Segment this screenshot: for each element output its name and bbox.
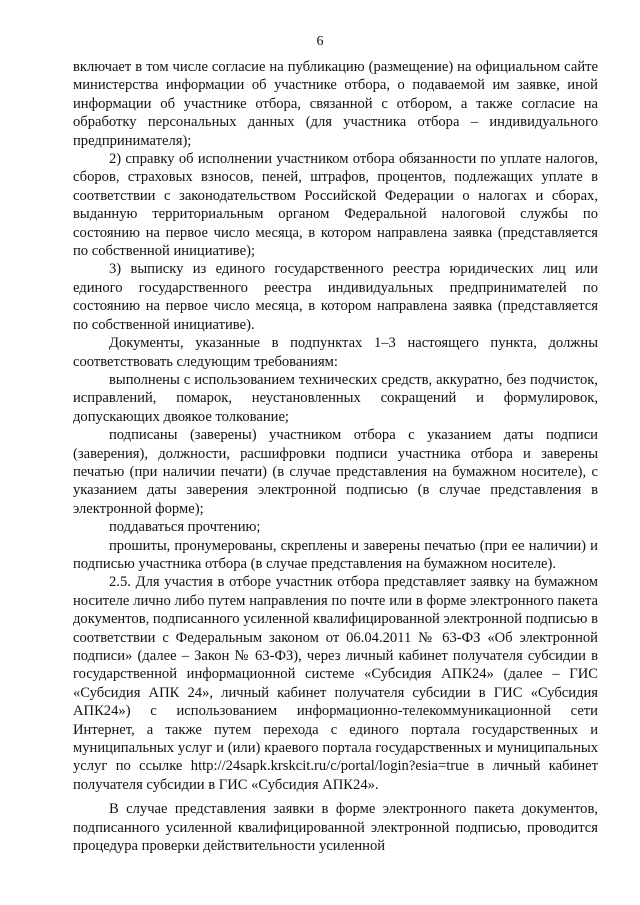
document-body [73, 58, 598, 855]
page-number: 6 [316, 34, 324, 49]
paragraph-consent-continuation: включает в том числе согласие на публикацию (размещение) на официальном сайте министерства информации об участнике отбора, о подаваемой им заявке, иной информации об участнике отбора, связанной с отбором, а также согласие на обработку персональных данных (для участника отбора – индивидуального предпринимателя); [73, 59, 598, 149]
paragraph-requirement-signed: подписаны (заверены) участником отбора с указанием даты подписи (заверения), должности, расшифровки подписи участника отбора и заверены печатью (при наличии печати) (в случае представления на бумажном носителе), с указанием даты заверения электронной подписью (в случае представления в электронной форме); [73, 427, 598, 517]
paragraph-requirement-readable: поддаваться прочтению; [109, 519, 261, 536]
paragraph-requirement-bound: прошиты, пронумерованы, скреплены и заверены печатью (при ее наличии) и подписью участника отбора (в случае представления на бумажном носителе). [73, 537, 598, 572]
paragraph-document-requirements: Документы, указанные в подпунктах 1–3 настоящего пункта, должны соответствовать следующим требованиям: [73, 335, 598, 370]
paragraph-section-2-5: 2.5. Для участия в отборе участник отбора представляет заявку на бумажном носителе лично либо путем направления по почте или в форме электронного пакета документов, подписанного усиленной квалифицированной электронной подписью в соответствии с Федеральным законом от 06.04.2011 № 63-ФЗ «Об электронной подписи» (далее – Закон № 63-ФЗ), через личный кабинет получателя субсидии в государственной информационной системе «Субсидия АПК24» (далее – ГИС «Субсидия АПК 24», личный кабинет получателя субсидии в ГИС «Субсидия АПК24») с использованием информационно-телекоммуникационной сети Интернет, а также путем перехода с единого портала государственных и муниципальных услуг и (или) краевого портала государственных и муниципальных услуг по ссылке http://24sapk.krskcit.ru/c/portal/login?esia=true в личный кабинет получателя субсидии в ГИС «Субсидия АПК24». [73, 574, 598, 793]
paragraph-requirement-technical: выполнены с использованием технических средств, аккуратно, без подчисток, исправлений, помарок, неустановленных сокращений и формулировок, допускающих двоякое толкование; [73, 371, 598, 425]
paragraph-item-3-registry-extract: 3) выписку из единого государственного реестра юридических лиц или единого государственного реестра индивидуальных предпринимателей по состоянию на первое число месяца, в котором направлена заявка (представляется по собственной инициативе). [73, 261, 598, 333]
paragraph-electronic-submission: В случае представления заявки в форме электронного пакета документов, подписанного усиленной квалифицированной электронной подписью, проводится процедура проверки действительности усиленной [73, 801, 598, 855]
paragraph-item-2-tax-certificate: 2) справку об исполнении участником отбора обязанности по уплате налогов, сборов, страховых взносов, пеней, штрафов, процентов, подлежащих уплате в соответствии с законодательством Российской Федерации о налогах и сборах, выданную территориальным органом Федеральной налоговой службы по состоянию на первое число месяца, в котором направлена заявка (представляется по собственной инициативе); [73, 151, 598, 260]
